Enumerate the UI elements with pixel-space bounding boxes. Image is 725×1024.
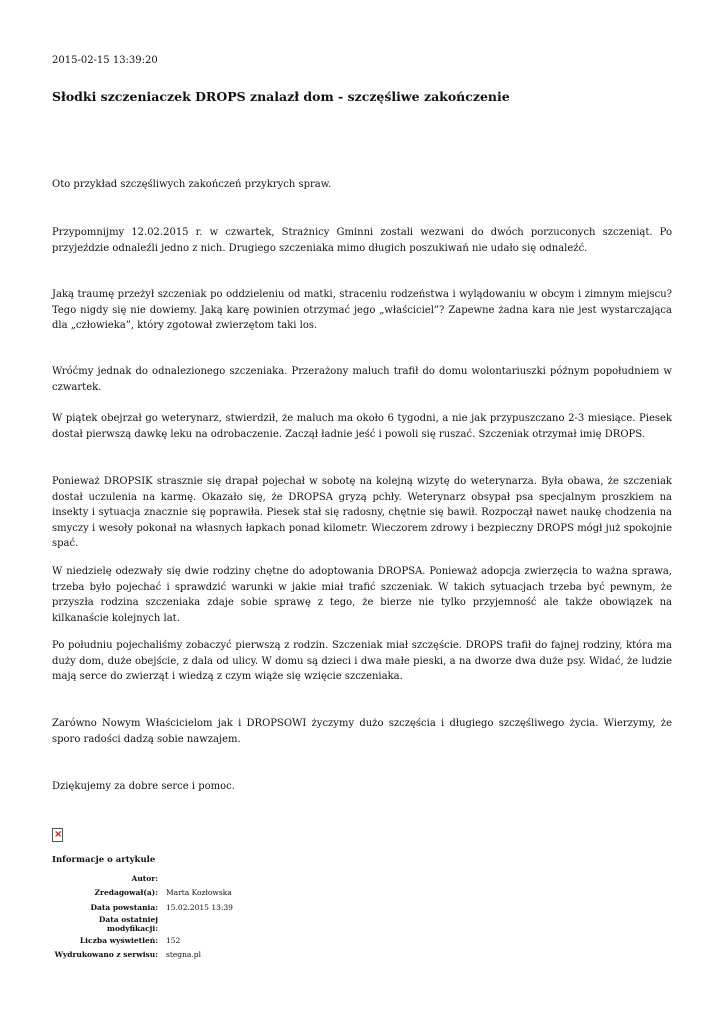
info-value: 152 bbox=[166, 935, 181, 945]
info-label: Data powstania: bbox=[90, 902, 158, 912]
article-date: 2015-02-15 13:39:20 bbox=[52, 55, 158, 66]
broken-image-glyph: × bbox=[54, 829, 63, 840]
article-paragraph: Oto przykład szczęśliwych zakończeń przykrych spraw. bbox=[52, 179, 332, 190]
info-value bbox=[166, 871, 233, 886]
info-label: Data ostatniej modyfikacji: bbox=[98, 914, 158, 933]
article-paragraph: Dziękujemy za dobre serce i pomoc. bbox=[52, 781, 235, 792]
broken-image-icon bbox=[52, 828, 63, 842]
article-paragraph: Przypomnijmy 12.02.2015 r. w czwartek, Strażnicy Gminni zostali wezwani do dwóch porzuconych szczeniąt. Po przyjeździe odnaleźli jedno z nich. Drugiego szczeniaka mimo długich poszukiwań nie udało się odnaleźć. bbox=[52, 227, 672, 254]
info-row-modified bbox=[52, 915, 233, 933]
info-row-editor bbox=[52, 886, 233, 901]
info-value: 15.02.2015 13:39 bbox=[166, 902, 233, 912]
info-value: Marta Kozłowska bbox=[166, 888, 232, 898]
article-paragraph: Jaką traumę przeżył szczeniak po oddzieleniu od matki, straceniu rodzeństwa i wylądowaniu w obcym i zimnym miejscu? Tego nigdy się nie dowiemy. Jaką karę powinien otrzymać jego „właściciel”? Zapewne żadna kara nie jest wystarczająca dla „człowieka”, który zgotował zwierzętom taki los. bbox=[52, 289, 672, 332]
info-value: stegna.pl bbox=[166, 950, 201, 960]
info-label: Wydrukowano z serwisu: bbox=[54, 950, 158, 960]
article-paragraph: Ponieważ DROPSIK strasznie się drapał pojechał w sobotę na kolejną wizytę do weterynarza. Była obawa, że szczeniak dostał uczulenia na karmę. Okazało się, że DROPSA gryzą pchły. Weterynarz obsypał psa specjalnym proszkiem na insekty i sytuacja znacznie się poprawiła. Piesek stał się radosny, chętnie się bawił. Rozpoczął nawet naukę chodzenia na smyczy i wesoły pokonał na własnych łapkach ponad kilometr. Wieczorem zdrowy i bezpieczny DROPS mógł już spokojnie spać. bbox=[52, 476, 672, 550]
info-row-source bbox=[52, 947, 233, 962]
article-paragraph: Po południu pojechaliśmy zobaczyć pierwszą z rodzin. Szczeniak miał szczęście. DROPS trafił do fajnej rodziny, która ma duży dom, duże obejście, z dala od ulicy. W domu są dzieci i dwa małe pieski, a na dworze dwa duże psy. Widać, że ludzie mają serce do zwierząt i wiedzą z czym wiąże się wzięcie szczeniaka. bbox=[52, 640, 672, 683]
article-paragraph: Wróćmy jednak do odnalezionego szczeniaka. Przerażony maluch trafił do domu wolontariuszki późnym popołudniem w czwartek. bbox=[52, 366, 672, 393]
info-label: Liczba wyświetleń: bbox=[79, 935, 158, 945]
article-paragraph: W niedzielę odezwały się dwie rodziny chętne do adoptowania DROPSA. Ponieważ adopcja zwierzęcia to ważna sprawa, trzeba było pojechać i sprawdzić warunki w jakie miał trafić szczeniak. W takich sytuacjach trzeba być pewnym, że przyszła rodzina szczeniaka zdaje sobie sprawę z tego, że bierze nie tylko przyjemność ale także obowiązek na kilkanaście kolejnych lat. bbox=[52, 566, 672, 624]
info-row-views bbox=[52, 933, 233, 948]
article-paragraph: Zarówno Nowym Właścicielom jak i DROPSOWI życzymy dużo szczęścia i długiego szczęśliwego życia. Wierzymy, że sporo radości dadzą sobie nawzajem. bbox=[52, 718, 672, 745]
info-label: Autor: bbox=[131, 873, 158, 883]
article-title: Słodki szczeniaczek DROPS znalazł dom - szczęśliwe zakończenie bbox=[52, 89, 510, 104]
article-paragraph: W piątek obejrzał go weterynarz, stwierdził, że maluch ma około 6 tygodni, a nie jak przypuszczano 2-3 miesiące. Piesek dostał pierwszą dawkę leku na odrobaczenie. Zaczął ładnie jeść i powoli się ruszać. Szczeniak otrzymał imię DROPS. bbox=[52, 413, 672, 440]
info-row-created bbox=[52, 900, 233, 915]
info-row-author bbox=[52, 871, 233, 886]
info-value bbox=[166, 915, 233, 933]
info-label: Zredagował(a): bbox=[94, 888, 158, 898]
article-info-table bbox=[52, 871, 233, 962]
article-info-heading: Informacje o artykule bbox=[52, 855, 156, 865]
